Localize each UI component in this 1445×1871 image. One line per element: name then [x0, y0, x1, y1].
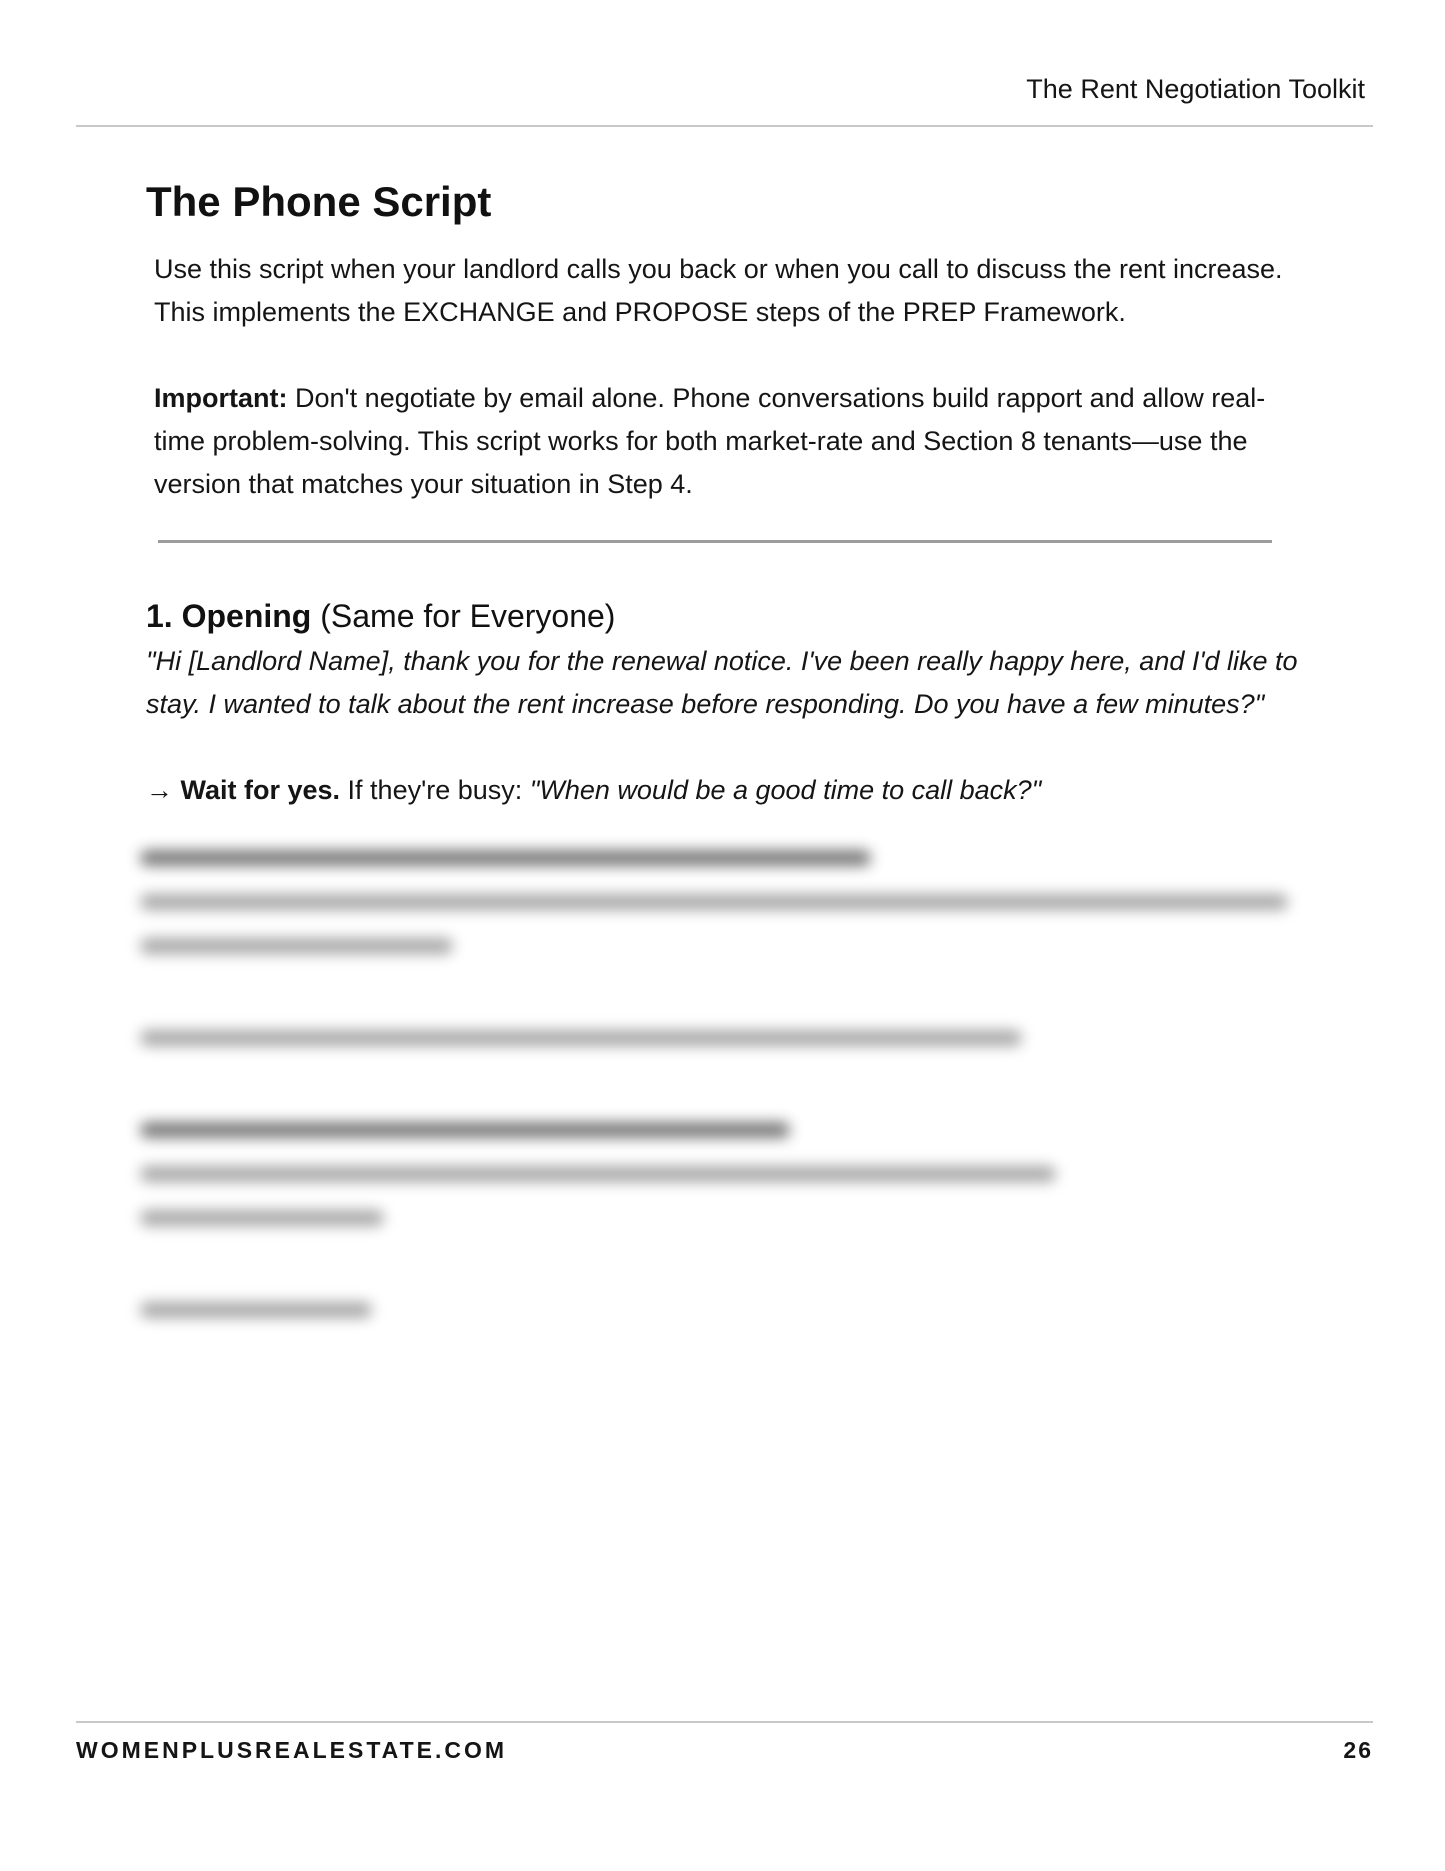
page-footer	[76, 1721, 1373, 1763]
page-header	[76, 0, 1373, 127]
blurred-line	[140, 1302, 372, 1318]
intro-paragraph: Use this script when your landlord calls you back or when you call to discuss the rent increase. This implements the EXCHANGE and PROPOSE steps of the PREP Framework.	[154, 254, 1283, 327]
opening-script-quote: "Hi [Landlord Name], thank you for the renewal notice. I've been really happy here, and I'd like to stay. I wanted to talk about the rent increase before responding. Do you have a few minutes?"	[146, 646, 1298, 719]
footer-website: WOMENPLUSREALESTATE.COM	[76, 1737, 508, 1763]
blurred-line	[140, 1210, 384, 1226]
instruction-text: If they're busy:	[340, 775, 530, 805]
important-text: Don't negotiate by email alone. Phone conversations build rapport and allow real-time problem-solving. This script works for both market-rate and Section 8 tenants—use the version that matches your situation in Step 4.	[154, 383, 1266, 499]
instruction-callback-quote: "When would be a good time to call back?"	[529, 775, 1042, 805]
blurred-locked-content	[140, 850, 1300, 1346]
opening-heading-subtitle: (Same for Everyone)	[311, 598, 616, 634]
blurred-line	[140, 1030, 1022, 1046]
opening-heading	[146, 596, 1306, 636]
blurred-line	[140, 894, 1288, 910]
section-divider	[158, 540, 1272, 543]
opening-instruction	[146, 769, 1306, 812]
opening-section	[146, 596, 1306, 812]
arrow-icon-instruction: → Wait for yes.	[146, 775, 341, 805]
blurred-line	[140, 1122, 790, 1138]
blurred-line	[140, 938, 453, 954]
important-label: Important:	[154, 383, 288, 413]
intro-block	[154, 248, 1284, 506]
opening-heading-bold: 1. Opening	[146, 598, 312, 634]
blurred-line	[140, 850, 871, 866]
important-note	[154, 377, 1284, 506]
blurred-line	[140, 1166, 1056, 1182]
page-number: 26	[1343, 1737, 1373, 1763]
page-title: The Phone Script	[146, 178, 492, 225]
document-title: The Rent Negotiation Toolkit	[1026, 74, 1365, 104]
